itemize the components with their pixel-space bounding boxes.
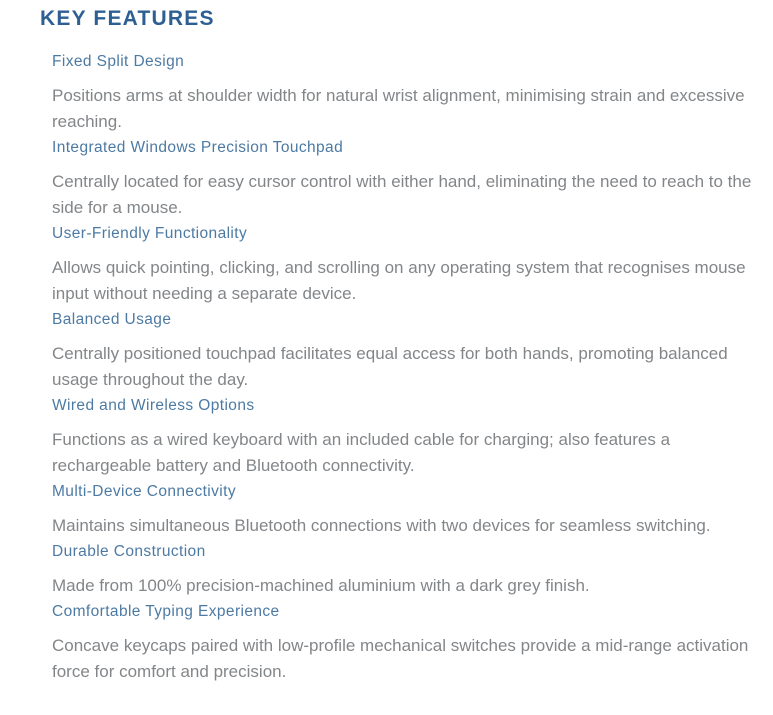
feature-heading: Integrated Windows Precision Touchpad (52, 139, 344, 156)
feature-item (52, 396, 765, 479)
feature-heading: Comfortable Typing Experience (52, 603, 280, 620)
feature-heading: Balanced Usage (52, 311, 172, 328)
feature-heading: User-Friendly Functionality (52, 225, 248, 242)
feature-item (52, 602, 765, 685)
feature-heading: Wired and Wireless Options (52, 397, 255, 414)
feature-item (52, 310, 765, 393)
feature-list (52, 52, 765, 685)
feature-heading: Durable Construction (52, 543, 206, 560)
feature-description: Concave keycaps paired with low-profile mechanical switches provide a mid-range activation force for comfort and precision. (52, 636, 749, 681)
feature-heading: Fixed Split Design (52, 53, 185, 70)
feature-description: Positions arms at shoulder width for natural wrist alignment, minimising strain and excessive reaching. (52, 86, 745, 131)
feature-item (52, 52, 765, 135)
feature-item (52, 224, 765, 307)
feature-description: Centrally positioned touchpad facilitates equal access for both hands, promoting balanced usage throughout the day. (52, 344, 728, 389)
feature-item (52, 482, 765, 539)
feature-description: Maintains simultaneous Bluetooth connections with two devices for seamless switching. (52, 516, 711, 535)
feature-description: Made from 100% precision-machined aluminium with a dark grey finish. (52, 576, 590, 595)
feature-description: Centrally located for easy cursor control with either hand, eliminating the need to reach to the side for a mouse. (52, 172, 752, 217)
feature-item (52, 542, 765, 599)
feature-description: Allows quick pointing, clicking, and scrolling on any operating system that recognises mouse input without needing a separate device. (52, 258, 746, 303)
feature-description: Functions as a wired keyboard with an included cable for charging; also features a rechargeable battery and Bluetooth connectivity. (52, 430, 671, 475)
section-title: KEY FEATURES (40, 7, 215, 30)
feature-item (52, 138, 765, 221)
feature-heading: Multi-Device Connectivity (52, 483, 236, 500)
